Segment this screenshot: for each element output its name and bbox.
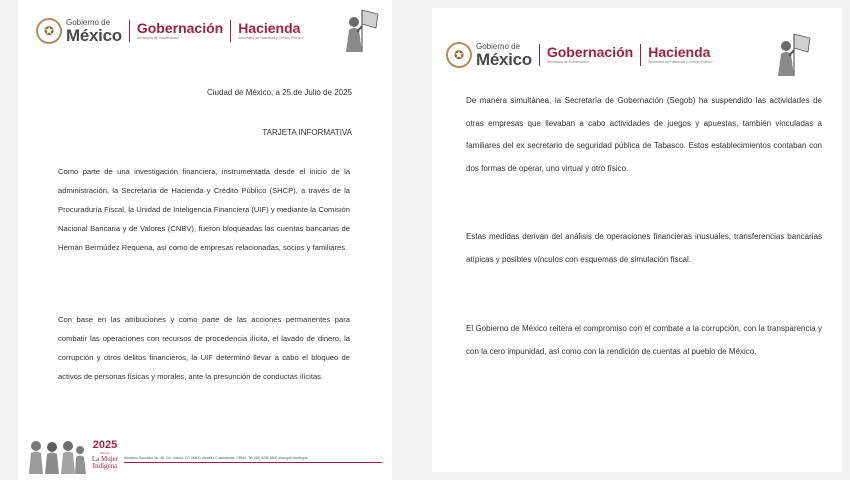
gobierno-big-text: México: [66, 25, 122, 45]
mujer-text: La Mujer: [91, 455, 119, 463]
paragraph: De manera simultánea, la Secretaría de Gobernación (Segob) ha suspendido las actividades de otras empresas que llevaban a cabo actividades de juegos y apuestas, también vinculadas a familiares del ex secretario de seguridad pública de Tabasco. Estos establecimientos contaban con dos formas de operar, uno virtual y otro físico.: [466, 96, 822, 173]
year-badge: [88, 440, 122, 470]
page-header: [446, 42, 712, 68]
page-footer: [26, 436, 376, 476]
document-page-2: [432, 8, 842, 472]
footer-rule: [124, 462, 382, 463]
hacienda-subtext: Secretaría de Hacienda y Crédito Público: [648, 60, 713, 65]
national-seal-icon: ✪: [36, 18, 62, 44]
footer-address: Abraham González No. 48, Col. Juárez, CP. 06600, Alcaldía Cuauhtémoc, CDMX. Tel: (55) 5209 8800 www.gob.mx/segob: [124, 456, 308, 460]
national-seal-icon: ✪: [446, 42, 472, 68]
hacienda-logo: [648, 45, 712, 65]
year-subtext: Año de: [100, 451, 110, 455]
gobierno-small-text: Gobierno de: [66, 17, 111, 27]
woman-flag-illustration-icon: [340, 8, 380, 54]
gobernacion-logo: [547, 45, 633, 65]
hacienda-text: Hacienda: [238, 20, 301, 37]
year-text: 2025: [92, 439, 118, 451]
paragraph: Con base en las atribuciones y como parte de las acciones permanentes para combatir las operaciones con recursos de procedencia ilícita, el lavado de dinero, la corrupción y otros delitos financieros, la UIF determinó llevar a cabo el bloqueo de activos de personas físicas y morales, ante la presunción de conductas ilícitas.: [58, 315, 350, 381]
gobernacion-subtext: Secretaría de Gobernación: [546, 60, 589, 65]
gobierno-big-text: México: [476, 49, 532, 69]
header-divider: [539, 44, 540, 66]
gobernacion-text: Gobernación: [546, 44, 634, 61]
paragraph: El Gobierno de México reitera el compromiso con el combate a la corrupción, con la transparencia y con la cero impunidad, así como con la rendición de cuentas al pueblo de México.: [466, 324, 822, 356]
document-date: Ciudad de México, a 25 de Julio de 2025: [207, 88, 352, 97]
header-divider: [230, 20, 231, 42]
document-title: TARJETA INFORMATIVA: [262, 128, 352, 137]
hacienda-subtext: Secretaría de Hacienda y Crédito Público: [238, 36, 303, 41]
gobernacion-text: Gobernación: [136, 20, 224, 37]
document-page-1: [18, 0, 392, 480]
gobierno-logo: [66, 19, 122, 44]
page-header: [36, 18, 302, 44]
header-divider: [640, 44, 641, 66]
paragraph: Estas medidas derivan del análisis de operaciones financieras inusuales, transferencias bancarias atípicas y posibles vínculos con esquemas de simulación fiscal.: [466, 232, 822, 264]
hacienda-logo: [238, 21, 302, 41]
paragraph: Como parte de una investigación financiera, instrumentada desde el inicio de la administración, la Secretaría de Hacienda y Crédito Público (SHCP), a través de la Procuraduría Fiscal, la Unidad de Inteligencia Financiera (UIF) y mediante la Comisión Nacional Bancaria y de Valores (CNBV), fueron bloqueadas las cuentas bancarias de Hernán Bermúdez Requena, así como de empresas relacionadas, socios y familiares.: [58, 167, 350, 252]
gobernacion-subtext: Secretaría de Gobernación: [136, 36, 179, 41]
gobierno-small-text: Gobierno de: [476, 41, 521, 51]
indigenous-women-illustration-icon: [26, 438, 86, 474]
header-divider: [129, 20, 130, 42]
gobierno-logo: [476, 43, 532, 68]
indigena-text: Indígena: [92, 462, 118, 470]
gobernacion-logo: [137, 21, 223, 41]
woman-flag-illustration-icon: [772, 32, 812, 78]
hacienda-text: Hacienda: [648, 44, 711, 61]
